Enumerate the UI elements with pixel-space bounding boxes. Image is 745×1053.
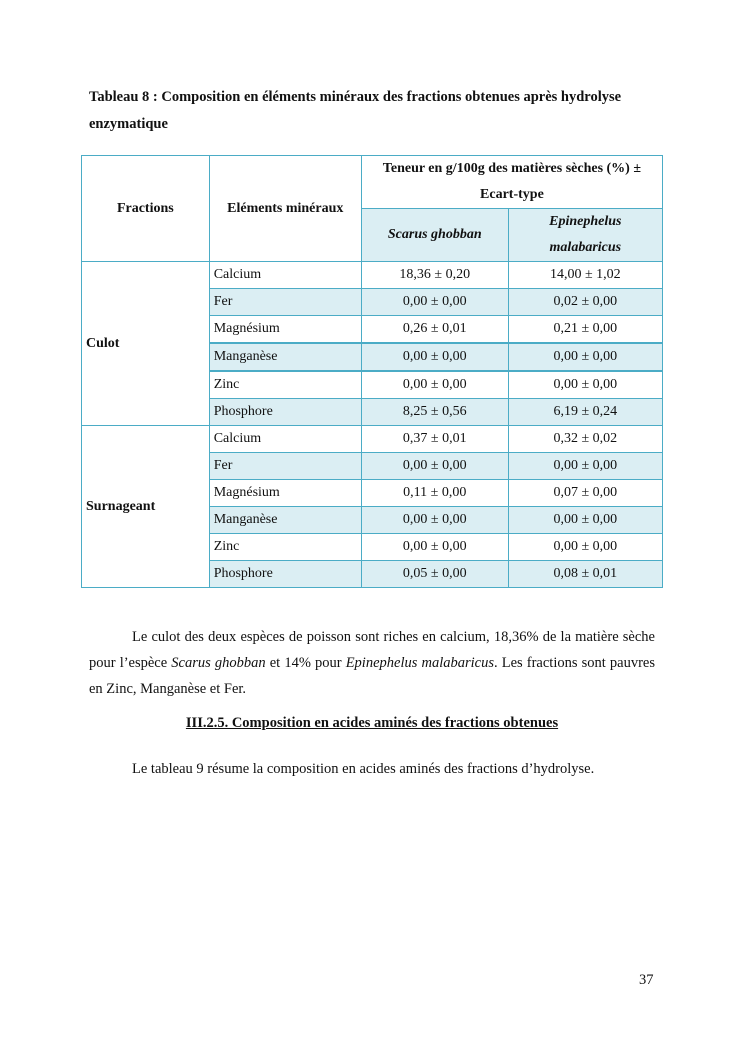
results-paragraph: [89, 624, 655, 702]
element-cell: Manganèse: [209, 343, 361, 371]
element-cell: Phosphore: [209, 399, 361, 426]
species-name: Scarus ghobban: [171, 655, 266, 671]
species-name: Epinephelus malabaricus: [345, 655, 494, 671]
header-species-epinephelus: Epinephelus malabaricus: [508, 209, 662, 262]
fraction-label: Culot: [82, 262, 210, 426]
value-cell: 6,19 ± 0,24: [508, 399, 662, 426]
table-row: [82, 262, 663, 289]
value-cell: 0,08 ± 0,01: [508, 561, 662, 588]
value-cell: 0,26 ± 0,01: [361, 316, 508, 344]
element-cell: Magnésium: [209, 480, 361, 507]
fraction-label: Surnageant: [82, 426, 210, 588]
table-row: [82, 426, 663, 453]
value-cell: 8,25 ± 0,56: [361, 399, 508, 426]
value-cell: 0,32 ± 0,02: [508, 426, 662, 453]
section-heading: III.2.5. Composition en acides aminés des fractions obtenues: [185, 715, 559, 731]
value-cell: 0,07 ± 0,00: [508, 480, 662, 507]
value-cell: 0,37 ± 0,01: [361, 426, 508, 453]
value-cell: 0,00 ± 0,00: [361, 371, 508, 399]
element-cell: Phosphore: [209, 561, 361, 588]
value-cell: 0,00 ± 0,00: [361, 289, 508, 316]
minerals-table: [81, 155, 663, 588]
value-cell: 0,00 ± 0,00: [361, 453, 508, 480]
paragraph-text: . Les fractions sont pauvres en Zinc, Manganèse et Fer.: [89, 655, 655, 697]
header-elements: Eléments minéraux: [209, 156, 361, 262]
value-cell: 0,00 ± 0,00: [361, 507, 508, 534]
header-fractions: Fractions: [82, 156, 210, 262]
element-cell: Calcium: [209, 426, 361, 453]
element-cell: Fer: [209, 289, 361, 316]
value-cell: 0,21 ± 0,00: [508, 316, 662, 344]
element-cell: Fer: [209, 453, 361, 480]
element-cell: Zinc: [209, 534, 361, 561]
value-cell: 0,05 ± 0,00: [361, 561, 508, 588]
header-species-scarus: Scarus ghobban: [361, 209, 508, 262]
value-cell: 0,02 ± 0,00: [508, 289, 662, 316]
element-cell: Manganèse: [209, 507, 361, 534]
paragraph-text: et 14% pour: [265, 655, 346, 671]
page-number: 37: [639, 972, 654, 988]
element-cell: Zinc: [209, 371, 361, 399]
value-cell: 0,00 ± 0,00: [508, 534, 662, 561]
intro-paragraph: Le tableau 9 résume la composition en acides aminés des fractions d’hydrolyse.: [132, 761, 595, 777]
paragraph-text: Le culot des deux espèces de poisson sont riches en calcium, 18,36% de la matière sèche pour l’espèce: [89, 629, 655, 671]
value-cell: 18,36 ± 0,20: [361, 262, 508, 289]
value-cell: 0,00 ± 0,00: [508, 453, 662, 480]
value-cell: 0,00 ± 0,00: [361, 534, 508, 561]
element-cell: Magnésium: [209, 316, 361, 344]
header-teneur: Teneur en g/100g des matières sèches (%) ± Ecart-type: [361, 156, 662, 209]
value-cell: 0,00 ± 0,00: [361, 343, 508, 371]
value-cell: 0,00 ± 0,00: [508, 507, 662, 534]
value-cell: 0,00 ± 0,00: [508, 371, 662, 399]
table-caption: Tableau 8 : Composition en éléments minéraux des fractions obtenues après hydrolyse enzymatique: [89, 89, 622, 132]
value-cell: 14,00 ± 1,02: [508, 262, 662, 289]
element-cell: Calcium: [209, 262, 361, 289]
value-cell: 0,00 ± 0,00: [508, 343, 662, 371]
value-cell: 0,11 ± 0,00: [361, 480, 508, 507]
